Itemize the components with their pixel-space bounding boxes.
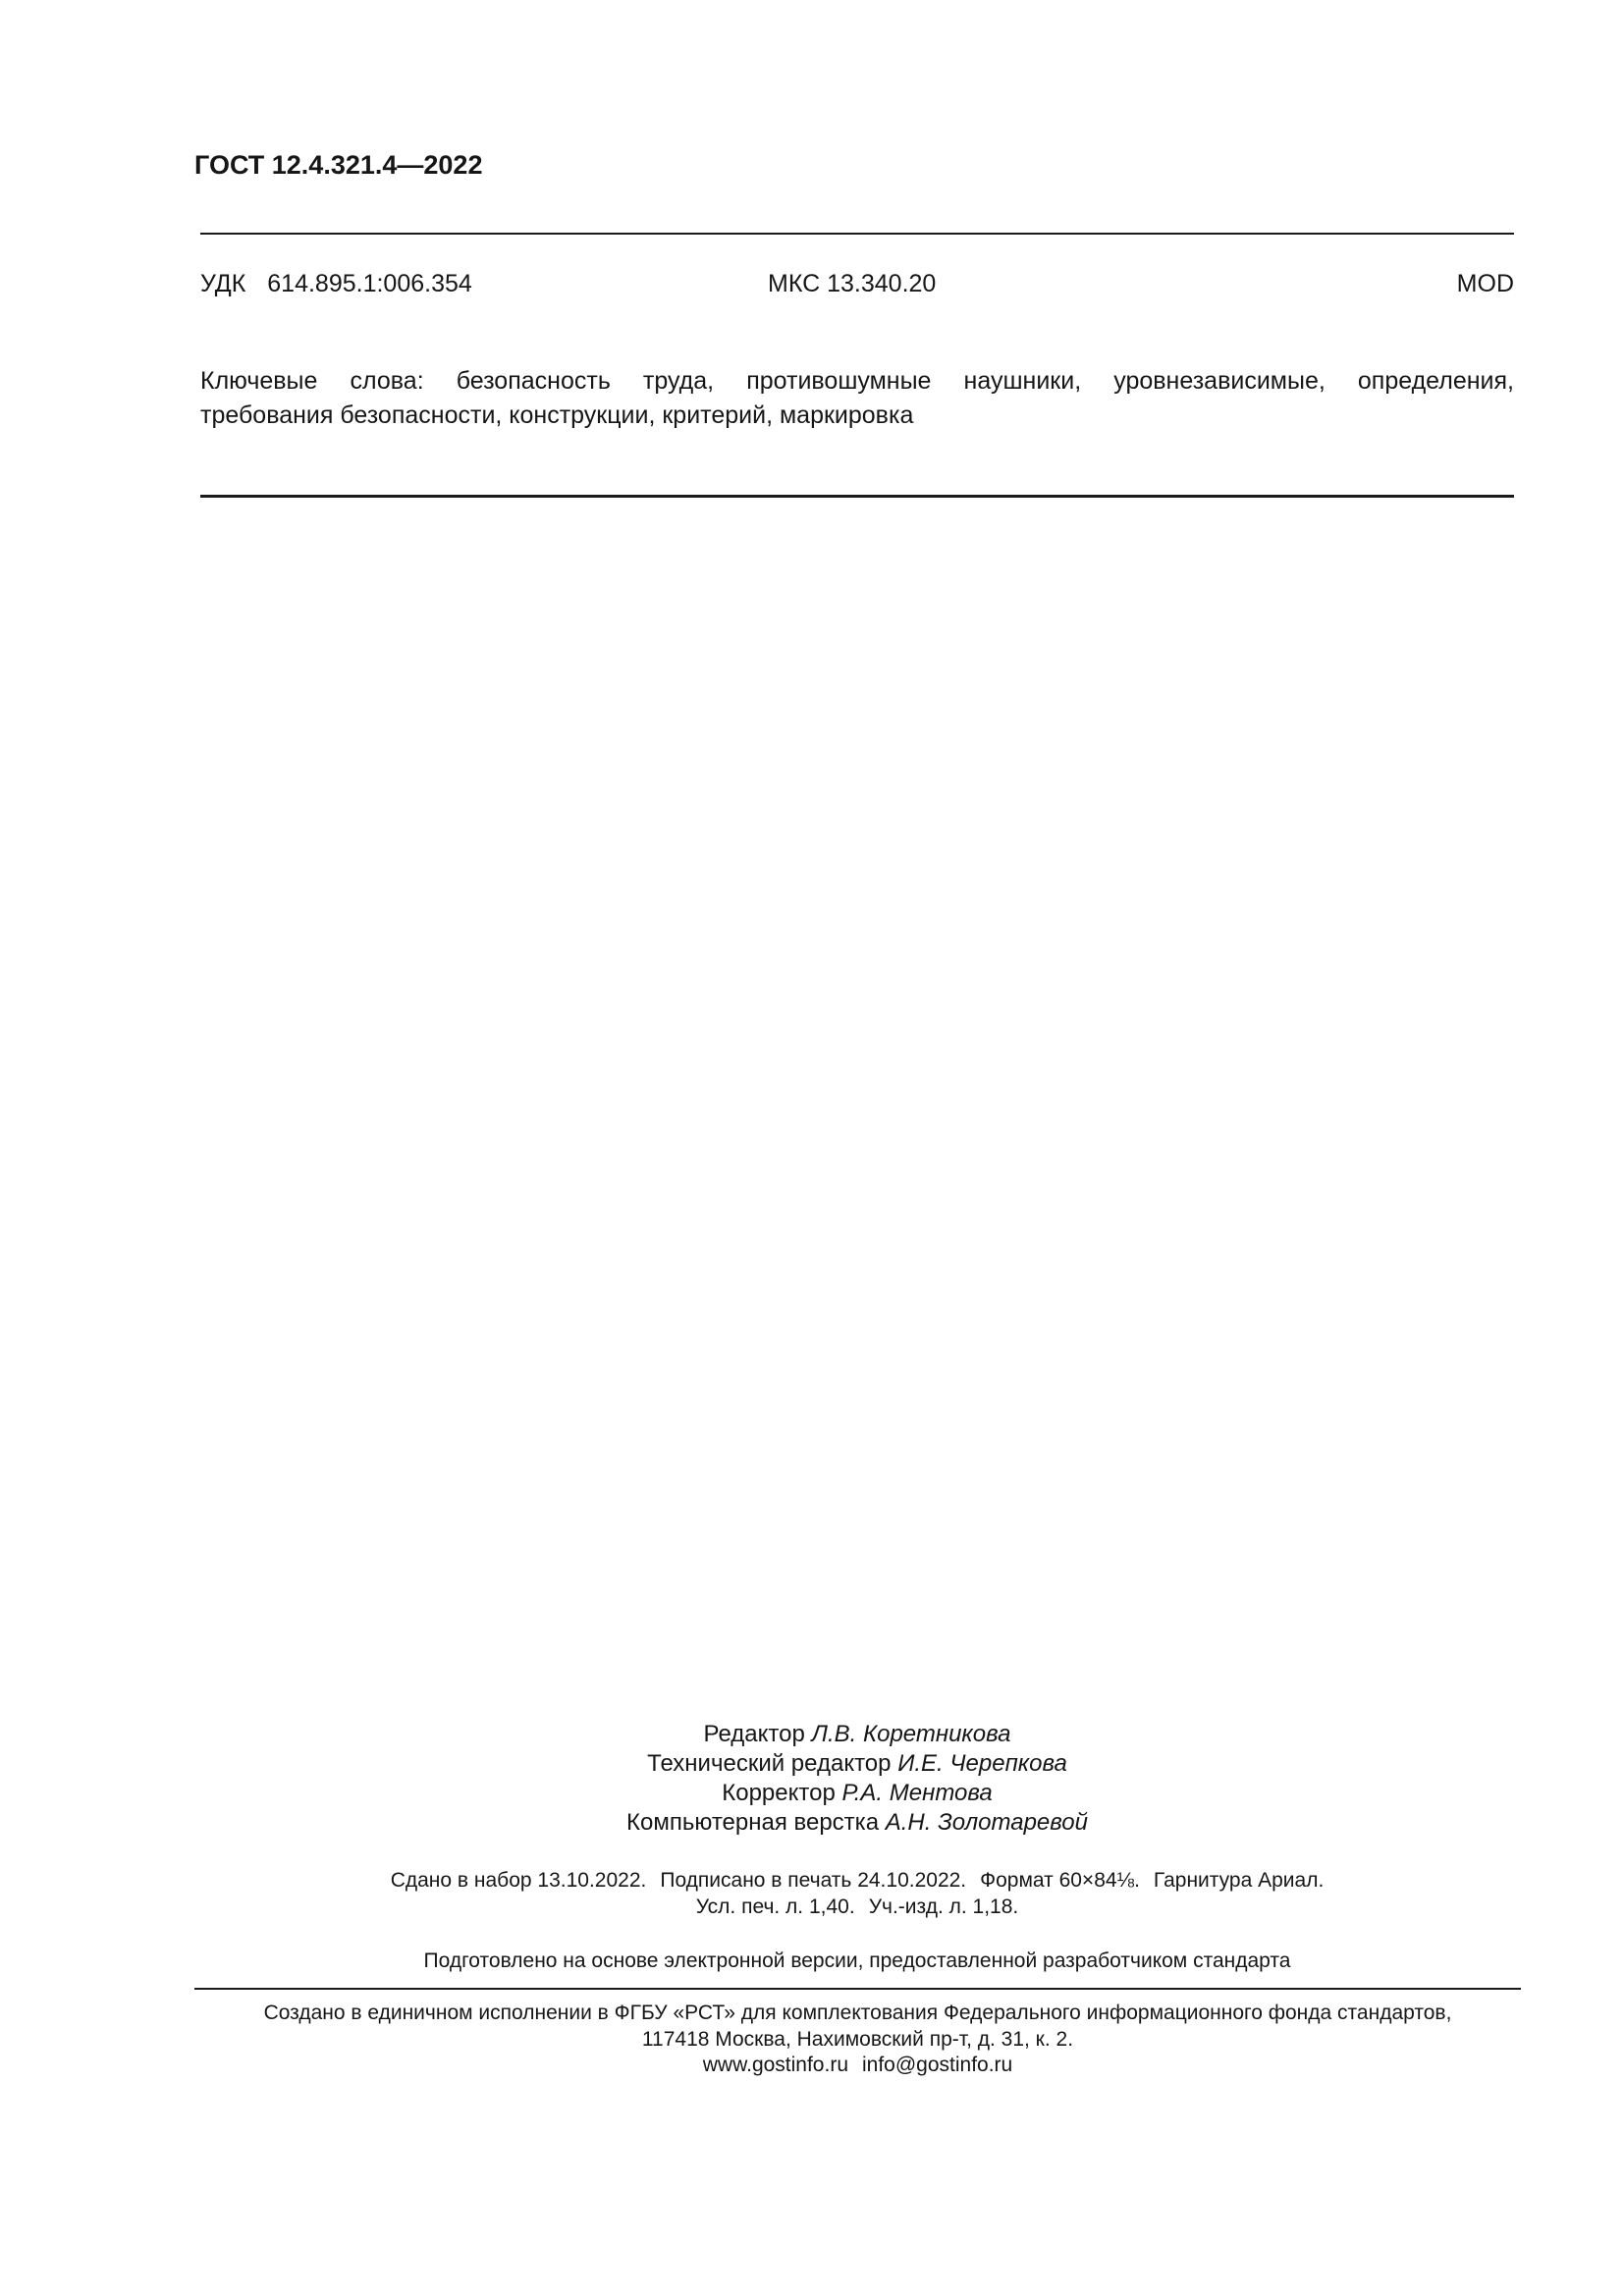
credit-line xyxy=(200,1720,1514,1749)
udk-code xyxy=(200,269,472,298)
keywords-line-1: Ключевые слова: безопасность труда, противошумные наушники, уровнезависимые, определения, xyxy=(200,367,1514,395)
document-code: ГОСТ 12.4.321.4—2022 xyxy=(194,150,483,180)
modification-mark: MOD xyxy=(1456,270,1514,297)
credit-name: А.Н. Золотаревой xyxy=(885,1809,1088,1836)
keywords-paragraph xyxy=(200,364,1514,433)
top-divider xyxy=(200,233,1514,235)
classification-row xyxy=(200,269,1514,298)
bottom-divider xyxy=(194,1988,1521,1990)
credit-role: Редактор xyxy=(703,1721,805,1747)
print-info-line xyxy=(200,1867,1514,1894)
credit-name: Л.В. Коретникова xyxy=(811,1721,1011,1747)
credit-line xyxy=(200,1749,1514,1779)
publisher-contacts xyxy=(194,2053,1521,2079)
publisher-address: 117418 Москва, Нахимовский пр-т, д. 31, к. 2. xyxy=(641,2027,1074,2051)
publisher-website: www.gostinfo.ru xyxy=(702,2054,848,2076)
credit-name: Р.А. Ментова xyxy=(841,1780,993,1806)
typeset-date: Сдано в набор 13.10.2022. xyxy=(390,1869,647,1892)
udk-label: УДК xyxy=(200,270,246,297)
format: Формат 60×84⅛. xyxy=(980,1869,1140,1892)
publisher-statement: Создано в единичном исполнении в ФГБУ «РСТ» для комплектования Федерального информационного фонда стандартов, xyxy=(263,2002,1452,2024)
prepared-note: Подготовлено на основе электронной версии, предоставленной разработчиком стандарта xyxy=(423,1949,1291,1972)
keywords-divider xyxy=(200,495,1514,498)
publisher-sheets: Уч.-изд. л. 1,18. xyxy=(868,1896,1019,1918)
keywords-line-2: требования безопасности, конструкции, критерий, маркировка xyxy=(200,401,914,429)
udk-value: 614.895.1:006.354 xyxy=(267,270,472,297)
sheets-line xyxy=(200,1894,1514,1920)
credit-name: И.Е. Черепкова xyxy=(897,1750,1067,1777)
credits-block xyxy=(200,1720,1514,1838)
publisher-email: info@gostinfo.ru xyxy=(862,2054,1013,2076)
credit-line xyxy=(200,1779,1514,1808)
imprint-block xyxy=(200,1867,1514,1920)
credit-role: Технический редактор xyxy=(647,1750,892,1777)
credit-role: Компьютерная верстка xyxy=(626,1809,880,1836)
credit-role: Корректор xyxy=(722,1780,836,1806)
signed-date: Подписано в печать 24.10.2022. xyxy=(660,1869,967,1892)
credit-line xyxy=(200,1808,1514,1838)
publisher-block xyxy=(194,2001,1521,2079)
typeface: Гарнитура Ариал. xyxy=(1153,1869,1325,1892)
printed-sheets: Усл. печ. л. 1,40. xyxy=(695,1896,855,1918)
mks-code: МКС 13.340.20 xyxy=(768,270,937,297)
